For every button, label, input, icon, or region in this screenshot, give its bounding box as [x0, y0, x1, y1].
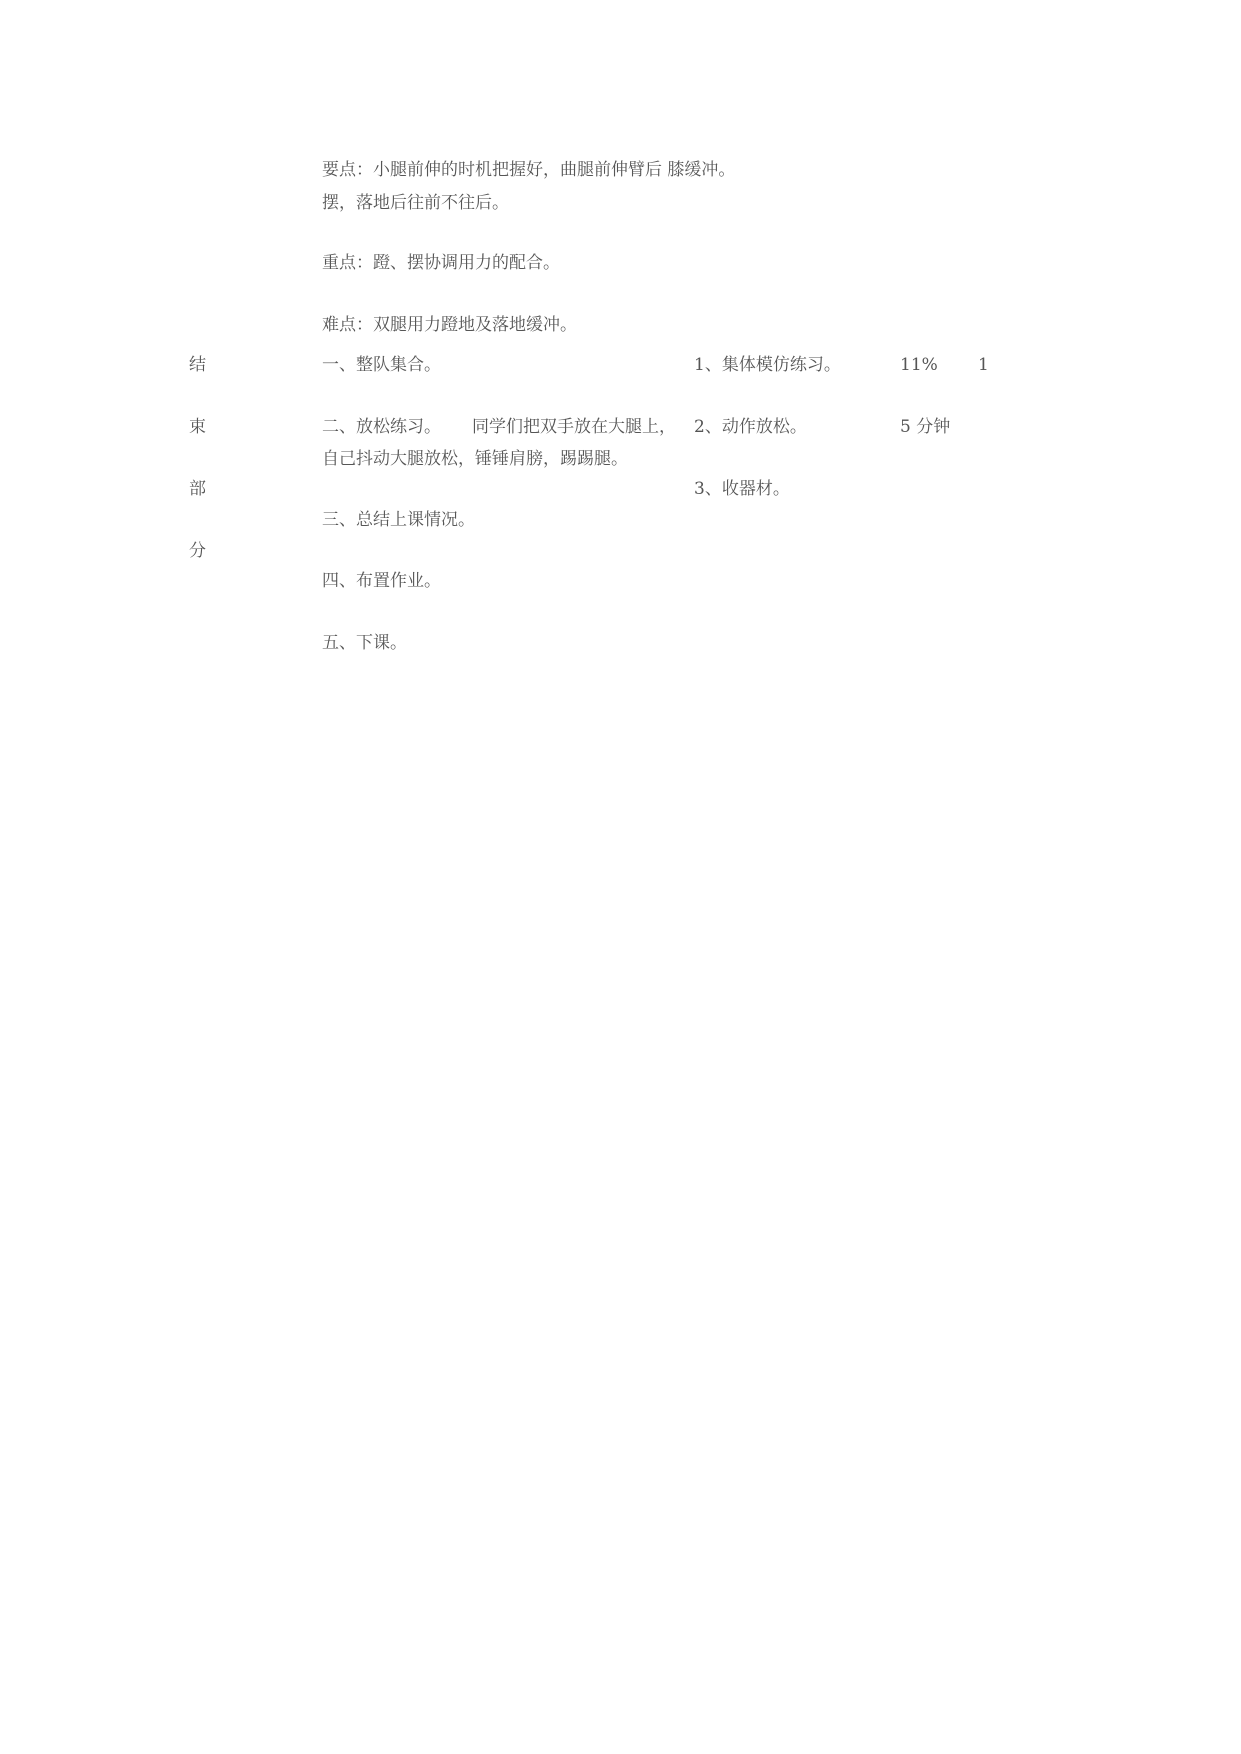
content-item-3: 三、总结上课情况。 [322, 510, 475, 530]
content-item-1: 一、整队集合。 [322, 355, 441, 375]
organization-item-1: 1、集体模仿练习。 [694, 355, 841, 375]
key-points-line-1: 要点：小腿前伸的时机把握好，曲腿前伸臂后 膝缓冲。 [322, 160, 736, 180]
content-item-2-detail-b: 自己抖动大腿放松，锤锤肩膀，踢踢腿。 [322, 449, 628, 469]
content-item-2: 二、放松练习。 [322, 417, 441, 437]
content-item-2-detail-a: 同学们把双手放在大腿上， [472, 417, 676, 437]
load-time: 5 分钟 [900, 417, 951, 437]
content-item-4: 四、布置作业。 [322, 571, 441, 591]
load-percent: 11% [900, 355, 938, 375]
section-label-char-2: 束 [189, 417, 206, 437]
section-label-char-4: 分 [189, 541, 206, 561]
focus-point: 重点：蹬、摆协调用力的配合。 [322, 253, 560, 273]
content-item-5: 五、下课。 [322, 633, 407, 653]
key-points-line-2: 摆，落地后往前不往后。 [322, 193, 509, 213]
load-count: 1 [978, 355, 989, 375]
difficulty-point: 难点：双腿用力蹬地及落地缓冲。 [322, 315, 577, 335]
section-label-char-1: 结 [189, 355, 206, 375]
section-label-char-3: 部 [189, 479, 206, 499]
organization-item-3: 3、收器材。 [694, 479, 790, 499]
organization-item-2: 2、动作放松。 [694, 417, 807, 437]
